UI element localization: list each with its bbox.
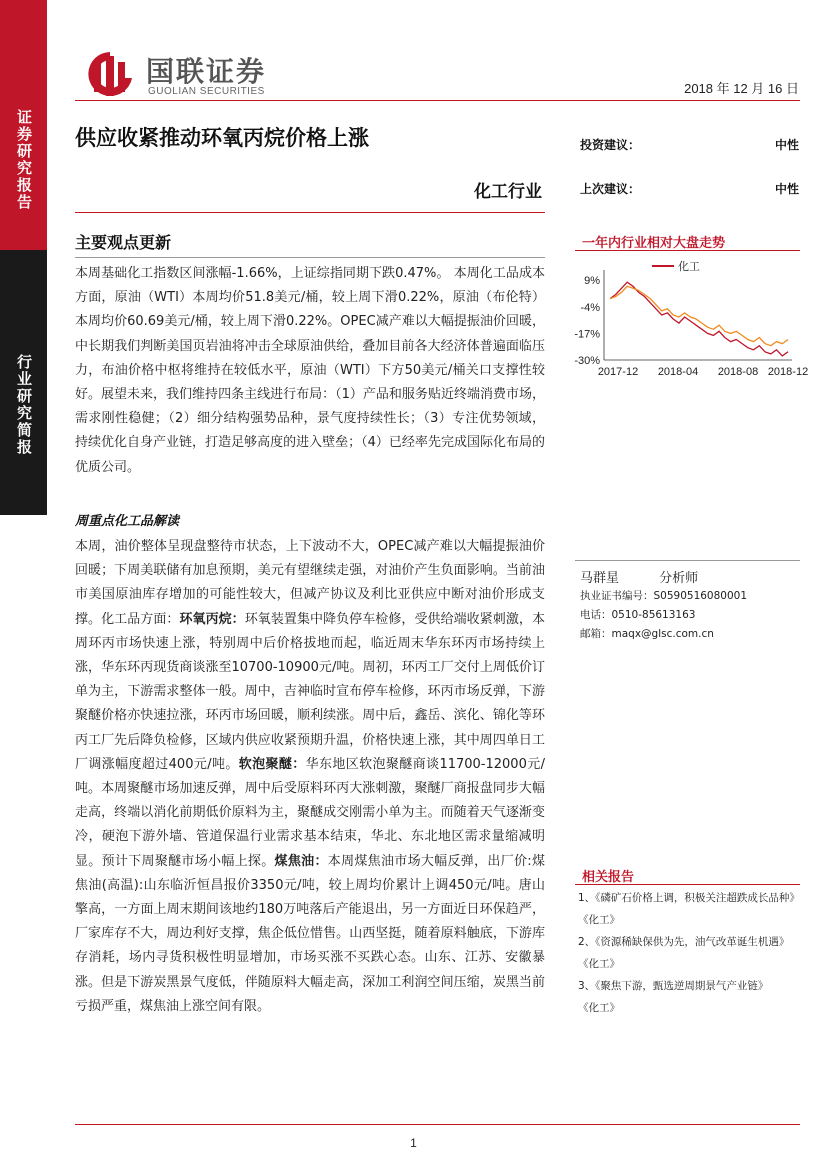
chart-title-divider (575, 250, 800, 251)
left-sidebar (0, 0, 47, 1169)
related-item-3-category: 《化工》 (578, 1002, 620, 1014)
analyst-name: 马群星 (580, 571, 620, 586)
chart-series-line-0 (610, 282, 788, 356)
related-item-2[interactable]: 2、《资源稀缺保供为先，油气改革诞生机遇》 (578, 936, 790, 948)
logo-name-en: GUOLIAN SECURITIES (148, 86, 265, 97)
page-number: 1 (410, 1136, 417, 1150)
rating-previous-label: 上次建议： (580, 182, 641, 196)
logo-mark-icon (80, 48, 140, 100)
company-logo (80, 48, 310, 100)
analyst-license: 执业证书编号：S0590516080001 (580, 590, 748, 602)
rating-previous-value: 中性 (774, 182, 799, 196)
chart-y-tick-label: -30% (574, 355, 600, 367)
related-item-2-category: 《化工》 (578, 958, 620, 970)
chart-y-tick-label: -17% (574, 328, 600, 341)
chart-x-tick-label: 2017-12 (597, 366, 639, 378)
chart-y-tick-label: -4% (580, 301, 600, 314)
highlight-coal-tar: 煤焦油： (274, 853, 328, 869)
para2-coal-tar-text: 本周煤焦油市场大幅反弹，出厂价:煤焦油(高温):山东临沂恒昌报价3350元/吨，较上周均价累计上调450元/吨。唐山擎高，一方面上周末期间该地约180万吨落后产能退出，另一方面近日环保趋严，厂家库存不大，周边利好支撑，焦企低位惜售。山西坚挺，随着原料触底，下游库存消耗，场内寻货积极性明显增加，市场买涨不买跌心态。山东、江苏、安徽暴涨。但是下游炭黑景气度低，伴随原料大幅走高，深加工利润空间压缩，炭黑当前亏损严重，煤焦油上涨空间有限。 (75, 853, 545, 1014)
sub-heading: 周重点化工品解读 (75, 514, 180, 529)
rating-current-label: 投资建议： (580, 138, 641, 152)
page-title: 供应收紧推动环氧丙烷价格上涨 (75, 125, 369, 150)
para2-polyether-text: 华东地区软泡聚醚商谈11700-12000元/吨。本周聚醚市场加速反弹，周中后受原料环丙大涨刺激，聚醚厂商报盘同步大幅走高，终端以消化前期低价原料为主，聚醚成交刚需小单为主。而随着天气逐渐变冷，硬泡下游外墙、管道保温行业需求基本结束，华北、东北地区需求量缩减明显。预计下周聚醚市场小幅上探。 (75, 756, 545, 869)
sidebar-report-category: 行业研究简报 (15, 354, 33, 456)
footer-divider (75, 1124, 800, 1125)
highlight-propylene-oxide: 环氧丙烷： (179, 611, 245, 627)
chart-x-tick-label: 2018-12 (767, 366, 809, 378)
analyst-email[interactable]: 邮箱：maqx@glsc.com.cn (580, 628, 714, 640)
industry-label: 化工行业 (474, 182, 542, 202)
main-paragraph-1: 本周基础化工指数区间涨幅-1.66%，上证综指同期下跌0.47%。 本周化工品成本方面，原油（WTI）本周均价51.8美元/桶，较上周下滑0.22%，原油（布伦特）本周均价60.69美元/桶，较上周下滑0.22%。OPEC减产难以大幅提振油价回暖，中长期我们判断美国页岩油将冲击全球原油供给，叠加目前各大经济体普遍面临压力，布油价格中枢将维持在较低水平，原油（WTI）下方50美元/桶关口支撑性较好。展望未来，我们维持四条主线进行布局：（1）产品和服务贴近终端消费市场，需求刚性稳健；（2）细分结构强势品种，景气度持续性长；（3）专注优势领域，持续优化自身产业链，打造足够高度的进入壁垒；（4）已经率先完成国际化布局的优质公司。 (75, 266, 545, 475)
logo-name-cn: 国联证券 (146, 55, 267, 88)
related-item-1-category: 《化工》 (578, 914, 620, 926)
analyst-line (580, 567, 698, 586)
chart-x-tick-label: 2018-08 (717, 366, 759, 378)
related-item-1[interactable]: 1、《磷矿石价格上调，积极关注超跌成长品种》 (578, 892, 800, 904)
related-reports-title: 相关报告 (582, 870, 635, 885)
para2-propylene-oxide-text: 环氧装置集中降负停车检修，受供给端收紧刺激，本周环丙市场快速上涨，特别周中后价格拔地而起，临近周末华东环丙市场持续上涨，华东环丙现货商谈涨至10700-10900元/吨。周初，环丙工厂交付上周低价订单为主，下游需求整体一般。周中，吉神临时宣布停车检修，环丙市场反弹，下游聚醚价格亦快速拉涨，环丙市场回暖，顺利续涨。周中后，鑫岳、滨化、锦化等环丙工厂先后降负检修，区域内供应收紧预期升温，价格快速上涨，其中周四单日工厂调涨幅度超过400元/吨。 (75, 611, 545, 772)
section-divider (75, 257, 545, 258)
report-date: 2018 年 12 月 16 日 (684, 81, 799, 96)
related-divider (575, 884, 800, 885)
para2-intro: 本周，油价整体呈现盘整待市状态，上下波动不大，OPEC减产难以大幅提振油价回暖；下周美联储有加息预期，美元有望继续走强，对油价产生负面影响。当前油市美国原油库存增加的可能性较大，但减产协议及利比亚供应中断对油价形成支撑。化工品方面： (75, 539, 545, 627)
chart-y-tick-label: 9% (584, 275, 600, 288)
sidebar-report-type: 证券研究报告 (15, 109, 33, 211)
related-item-3[interactable]: 3、《聚焦下游，甄选逆周期景气产业链》 (578, 980, 769, 992)
highlight-polyether: 软泡聚醚： (238, 756, 306, 772)
analyst-divider (575, 560, 800, 561)
analyst-phone: 电话：0510-85613163 (580, 609, 696, 621)
rating-current-value: 中性 (774, 138, 799, 152)
analyst-role: 分析师 (659, 571, 699, 586)
chart-series-line-1 (610, 286, 788, 345)
main-paragraph-2 (75, 535, 545, 1019)
chart-title: 一年内行业相对大盘走势 (582, 236, 726, 251)
header-divider (75, 100, 800, 101)
title-divider (75, 212, 545, 213)
chart-x-tick-label: 2018-04 (657, 366, 699, 378)
section-heading: 主要观点更新 (75, 233, 172, 252)
chart-legend-label: 化工 (678, 260, 700, 273)
industry-vs-market-chart (570, 260, 809, 387)
